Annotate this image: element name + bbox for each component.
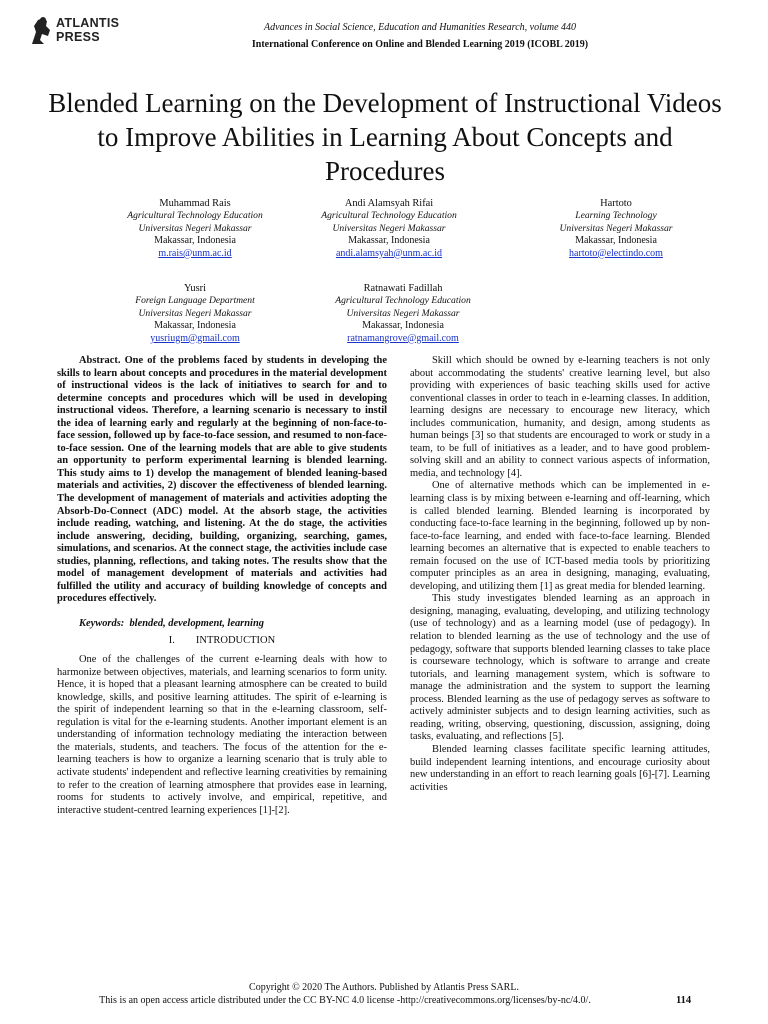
body-paragraph: Skill which should be owned by e-learning teachers is not only about accommodating the students' creative learning level, but also providing with experiences of basic teaching skills used for active conventional classes in order to teach in e-learning classes. In addition, learning designs are necessary to encourage new literacy, which includes communication, humanity, and design, among students as human beings [3] so that students are encouraged to work or study in a team, to be full of initiatives as a leader, and to have good problem-solving skill and an ability to connect various aspects of information, media, and technology [4]. xyxy=(410,355,710,479)
body-paragraph: This study investigates blended learning as an approach in designing, managing, evaluating, developing, and utilizing technology (use of technology) and as a learning model (use of pedagogy). In relation to blended learning as the use of technology and the use of pedagogy, software that supports blended learning classes to take place is courseware technology, which is software to arrange and create tutorials, and learning management system, which is software to manage the administration and the system to support the learning process. Blended learning as the use of pedagogy serves as software to actively administer subjects and to design learning activities, such as reading, writing, observing, questioning, discussion, assigning, doing tasks, evaluating, and reflections [5]. xyxy=(410,593,710,743)
author-university: Universitas Negeri Makassar xyxy=(559,222,673,234)
author-name: Andi Alamsyah Rifai xyxy=(344,198,434,209)
left-column xyxy=(57,355,387,817)
conference-name: International Conference on Online and Blended Learning 2019 (ICOBL 2019) xyxy=(251,39,589,50)
publisher-name-line1: ATLANTIS xyxy=(56,16,120,30)
paper-title: Blended Learning on the Development of Instructional Videos to Improve Abilities in Learning About Concepts and Procedures xyxy=(48,88,722,186)
body-paragraph: Blended learning classes facilitate specific learning attitudes, build independent learning intentions, and encourage curiosity about new understanding in an effort to reach learning goals [6]-[7]. Learning activities xyxy=(410,743,710,793)
author-university: Universitas Negeri Makassar xyxy=(138,307,252,319)
author-university: Universitas Negeri Makassar xyxy=(346,307,460,319)
author-email-link[interactable]: andi.alamsyah@unm.ac.id xyxy=(335,247,443,259)
author-city: Makassar, Indonesia xyxy=(348,235,430,247)
atlantis-figure-icon xyxy=(28,14,54,48)
keywords xyxy=(57,618,387,631)
publisher-name-line2: PRESS xyxy=(56,30,100,44)
body-paragraph: One of alternative methods which can be implemented in e-learning class is by mixing between e-learning and off-learning, which is called blended learning. Blended learning is incorporated by conducting face-to-face learning in the beginning, followed up by non-face-to-face learning, and ended with face-to-face learning. Blended learning becomes an alternative that is expected to enable teachers to remain focused on the use of ICT-based media tools by prioritizing computer principles as an area in designing, managing, evaluating, developing, and utilizing them [1] as great media for blended learning. xyxy=(410,480,710,592)
author-email-link[interactable]: hartoto@electindo.com xyxy=(569,247,663,259)
keywords-label: Keywords: xyxy=(79,617,125,629)
author-city: Makassar, Indonesia xyxy=(362,320,444,332)
author-department: Foreign Language Department xyxy=(135,295,255,307)
intro-paragraph: One of the challenges of the current e-learning deals with how to harmonize between objectives, materials, and learning scenarios to form unity. Hence, it is hoped that a pleasant learning atmosphere can be created to build knowledge, skills, and positive learning attitudes. The spirit of e-learning is the spirit of independent learning so that in the e-learning classroom, self-regulation is vital for the e-learning students. Another important element is an understanding of information technology mediating the interaction between the materials, students, and teachers. The focus of the attention for the e-learning teachers is how to organize a learning scenario that is truly able to activate students' independent and reflective learning creativities by remaining to refer to the creation of learning atmosphere that provides ease in learning, rooms for students to actively involve, and empirical, repetitive, and interactive student-centred learning experiences [1]-[2]. xyxy=(57,654,387,816)
license-notice: This is an open access article distributed under the CC BY-NC 4.0 license -http://creativecommons.org/licenses/by-nc/4.0/. xyxy=(99,995,591,1006)
author-department: Learning Technology xyxy=(575,210,657,222)
author-name: Ratnawati Fadillah xyxy=(363,283,443,294)
author-block xyxy=(90,283,300,345)
section-heading: I. INTRODUCTION xyxy=(168,635,276,647)
author-department: Agricultural Technology Education xyxy=(321,210,457,222)
page-number: 114 xyxy=(676,995,692,1006)
right-column xyxy=(410,355,710,794)
author-city: Makassar, Indonesia xyxy=(154,235,236,247)
author-department: Agricultural Technology Education xyxy=(335,295,471,307)
author-name: Yusri xyxy=(184,283,206,294)
author-university: Universitas Negeri Makassar xyxy=(332,222,446,234)
author-university: Universitas Negeri Makassar xyxy=(138,222,252,234)
author-block xyxy=(90,198,300,260)
author-name: Hartoto xyxy=(600,198,632,209)
author-city: Makassar, Indonesia xyxy=(154,320,236,332)
author-email-link[interactable]: m.rais@unm.ac.id xyxy=(158,247,232,259)
publisher-logo xyxy=(28,14,138,50)
author-block xyxy=(298,283,508,345)
author-department: Agricultural Technology Education xyxy=(127,210,263,222)
journal-name: Advances in Social Science, Education and Humanities Research, volume 440 xyxy=(263,22,577,33)
author-city: Makassar, Indonesia xyxy=(575,235,657,247)
abstract: Abstract. One of the problems faced by students in developing the skills to learn about concepts and procedures in the material development of instructional videos is the lack of initiatives to search for and to determine concepts and procedures which will be used in developing instructional videos. Therefore, a learning scenario is necessary to instil the idea of learning early and regularly at the beginning of non-face-to-face session, followed up by face-to-face session, and resumed to non-face-to-face session. One of the learning models that are able to give students an opportunity to perform experimental learning is blended learning. This study aims to 1) develop the management of blended leaning-based materials and activities, 2) discover the effectiveness of blended learning. The development of management of materials and activities adopting the Absorb-Do-Connect (ADC) model. At the absorb stage, the activities include reading, watching, and listening. At the do stage, the activities include answering, deciding, building, organizing, searching, games, simulations, and scenarios. At the connect stage, the activities include case studies, planning, reflections, and taking notes. The results show that the model of management development of materials and activities had fulfilled the utility and accuracy of building knowledge of concepts and procedures effectively. xyxy=(57,355,387,605)
author-block xyxy=(511,198,721,260)
copyright-notice: Copyright © 2020 The Authors. Published by Atlantis Press SARL. xyxy=(249,982,519,993)
keywords-list: blended, development, learning xyxy=(129,617,264,629)
author-email-link[interactable]: yusriugm@gmail.com xyxy=(150,332,240,344)
author-email-link[interactable]: ratnamangrove@gmail.com xyxy=(347,332,459,344)
author-name: Muhammad Rais xyxy=(159,198,231,209)
author-block xyxy=(284,198,494,260)
